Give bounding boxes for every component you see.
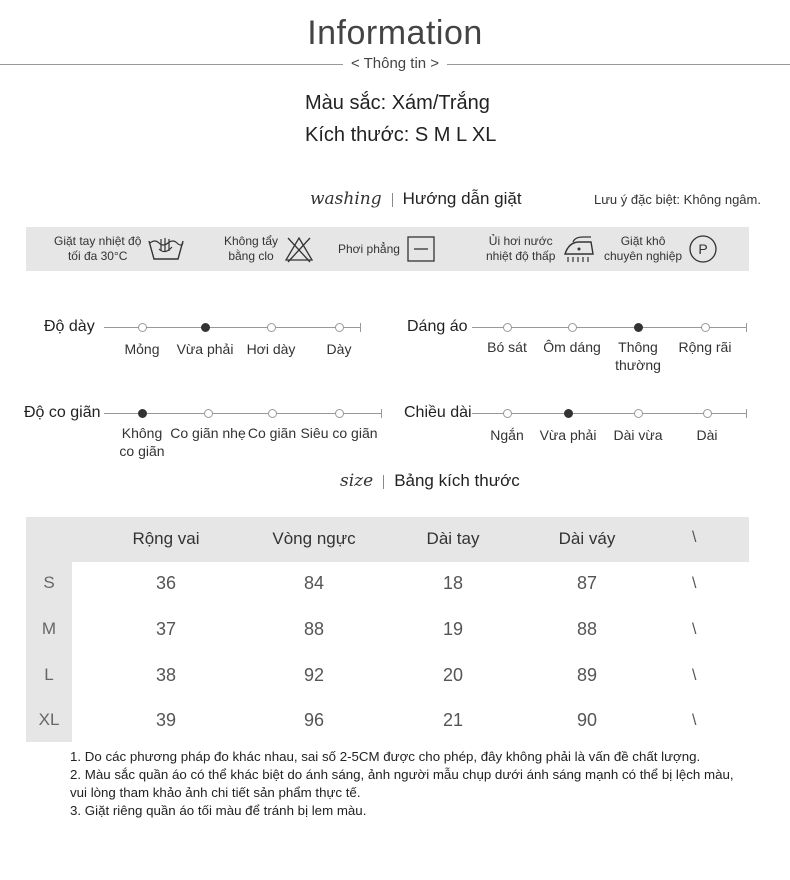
table-row-size-label: M <box>41 619 57 638</box>
header-separator <box>383 475 384 489</box>
scale-dot <box>634 409 643 418</box>
scale-dot <box>701 323 710 332</box>
wash-item-dry-clean <box>604 227 718 271</box>
washing-instructions-band <box>26 227 749 271</box>
table-cell: 96 <box>303 710 325 730</box>
scale-dot <box>503 323 512 332</box>
table-cell: 88 <box>576 619 598 639</box>
table-cell: \ <box>692 712 697 729</box>
scale-dot <box>335 409 344 418</box>
scale-dot-selected <box>564 409 573 418</box>
size-script-label: size <box>340 471 374 491</box>
scale-dot-selected <box>201 323 210 332</box>
scale-end-tick <box>746 323 747 332</box>
size-table-title: Bảng kích thước <box>394 471 520 490</box>
wash-item-dry-flat <box>338 227 436 271</box>
attribute-label: Độ dày <box>44 318 95 335</box>
scale-end-tick <box>746 409 747 418</box>
scale-option-label: Dài vừa <box>613 427 663 443</box>
table-header-cell: Dài váy <box>558 529 616 548</box>
scale-dot <box>335 323 344 332</box>
table-cell: \ <box>692 621 697 638</box>
table-cell: 36 <box>155 573 177 593</box>
page-subtitle <box>0 55 790 72</box>
scale-option-label: Dày <box>326 341 352 357</box>
scale-option-label: Ôm dáng <box>543 339 601 355</box>
attribute-label: Độ co giãn <box>24 404 101 421</box>
scale-dot <box>138 323 147 332</box>
special-note: Lưu ý đặc biệt: Không ngâm. <box>594 192 761 207</box>
table-cell: \ <box>692 575 697 592</box>
scale-option-label: Vừa phải <box>176 341 234 357</box>
wash-label: Giặt khô chuyên nghiệp <box>604 234 683 263</box>
table-header-cell: Rộng vai <box>132 529 200 548</box>
scale-option-label: Bó sát <box>487 339 527 355</box>
scale-dot-selected <box>138 409 147 418</box>
table-cell: 90 <box>576 710 598 730</box>
table-cell: 39 <box>155 710 177 730</box>
notes <box>70 748 770 820</box>
table-cell: 18 <box>442 573 464 593</box>
washing-section-header <box>310 189 522 209</box>
washing-title: Hướng dẫn giặt <box>402 189 522 208</box>
scale-dot <box>503 409 512 418</box>
subtitle-text: < Thông tin > <box>343 55 447 72</box>
scale-option-label: Mỏng <box>124 341 160 357</box>
table-header-cell: \ <box>692 529 697 546</box>
scale-option-label: Co giãn <box>247 425 297 441</box>
page-title: Information <box>307 14 483 52</box>
table-cell: 89 <box>576 665 598 685</box>
table-cell: 38 <box>155 665 177 685</box>
table-cell: 84 <box>303 573 325 593</box>
table-cell: \ <box>692 667 697 684</box>
hand-wash-icon <box>147 235 185 263</box>
scale-dot <box>568 323 577 332</box>
attribute-label: Chiều dài <box>404 404 472 421</box>
no-bleach-icon <box>284 235 314 263</box>
note-line: 3. Giặt riêng quần áo tối màu để tránh bị lem màu. <box>70 803 367 818</box>
scale-option-label: Không co giãn <box>119 425 165 459</box>
scale-option-label: Co giãn nhẹ <box>170 425 246 441</box>
wash-label: Ủi hơi nước nhiệt độ thấp <box>486 234 556 263</box>
scale-option-label: Siêu co giãn <box>300 425 378 441</box>
wash-label: Không tẩy bằng clo <box>224 234 279 263</box>
table-cell: 37 <box>155 619 177 639</box>
scale-dot <box>268 409 277 418</box>
scale-option-label: Dài <box>696 427 718 443</box>
scale-option-label: Thông thường <box>615 339 661 373</box>
scale-dot <box>267 323 276 332</box>
scale-dot <box>703 409 712 418</box>
table-cell: 20 <box>442 665 464 685</box>
washing-script-label: washing <box>310 189 382 209</box>
table-row-size-label: XL <box>38 710 60 729</box>
table-row-size-label: S <box>43 573 55 592</box>
table-cell: 21 <box>442 710 464 730</box>
attribute-label: Dáng áo <box>407 318 468 335</box>
scale-option-label: Ngắn <box>490 427 524 443</box>
note-line: vui lòng tham khảo ảnh chi tiết sản phẩm thực tế. <box>70 785 361 800</box>
size-spec: Kích thước: S M L XL <box>305 124 497 146</box>
wash-item-hand-wash <box>54 227 185 271</box>
note-line: 1. Do các phương pháp đo khác nhau, sai số 2-5CM được cho phép, đây không phải là vấn đề chất lượng. <box>70 749 701 764</box>
color-spec: Màu sắc: Xám/Trắng <box>305 92 490 114</box>
dry-flat-icon <box>406 235 436 263</box>
table-cell: 87 <box>576 573 598 593</box>
scale-option-label: Hơi dày <box>246 341 296 357</box>
dry-clean-p-icon <box>688 234 718 264</box>
size-section-header <box>340 471 520 491</box>
table-cell: 19 <box>442 619 464 639</box>
table-row-size-label: L <box>44 665 54 684</box>
wash-label: Phơi phẳng <box>338 241 400 256</box>
wash-item-no-bleach <box>224 227 314 271</box>
scale-option-label: Vừa phải <box>539 427 597 443</box>
wash-label: Giặt tay nhiệt độ tối đa 30°C <box>54 234 142 263</box>
svg-text:P: P <box>698 241 708 257</box>
scale-end-tick <box>360 323 361 332</box>
table-header-cell: Dài tay <box>426 529 480 548</box>
table-cell: 92 <box>303 665 325 685</box>
steam-iron-icon <box>561 234 597 264</box>
header-separator <box>392 193 393 207</box>
scale-dot-selected <box>634 323 643 332</box>
scale-end-tick <box>381 409 382 418</box>
scale-dot <box>204 409 213 418</box>
scale-option-label: Rộng rãi <box>678 339 732 355</box>
table-header-cell: Vòng ngực <box>272 529 356 548</box>
note-line: 2. Màu sắc quần áo có thể khác biệt do ánh sáng, ảnh người mẫu chụp dưới ánh sáng mạnh có thể bị lệch màu, <box>70 767 734 782</box>
table-cell: 88 <box>303 619 325 639</box>
wash-item-steam-iron <box>486 227 597 271</box>
